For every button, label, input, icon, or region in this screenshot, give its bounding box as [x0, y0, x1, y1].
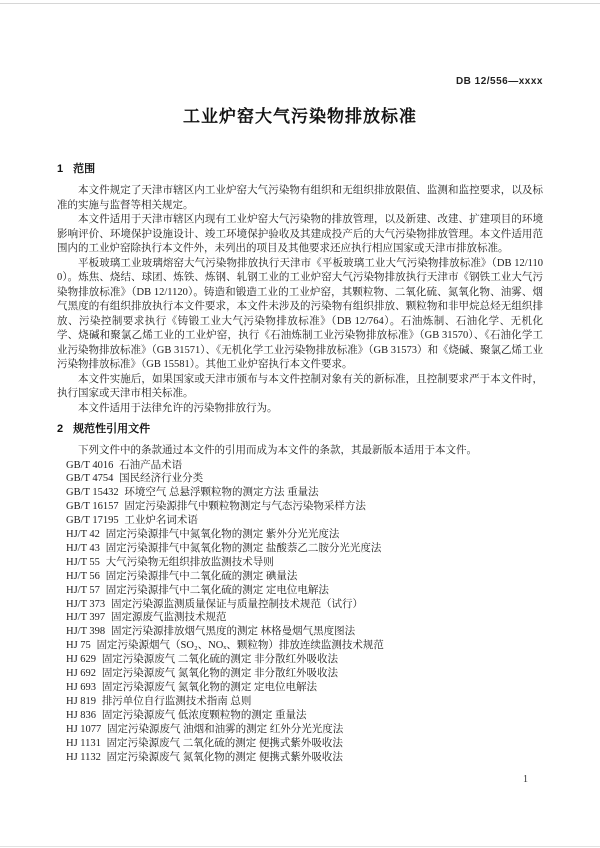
section-2-title: 规范性引用文件 [73, 423, 151, 435]
reference-code: GB/T 17195 [66, 515, 119, 527]
page-top-edge-line [0, 3, 600, 4]
reference-item [57, 723, 543, 737]
reference-code: HJ 692 [66, 668, 97, 680]
paragraph: 平板玻璃工业玻璃熔窑大气污染物排放执行天津市《平板玻璃工业大气污染物排放标准》（DB 12/1100）。炼焦、烧结、球团、炼铁、炼钢、轧钢工业的工业炉窑大气污染物排放执行天津市《钢铁工业大气污染物排放标准》（DB 12/1120）。铸造和锻造工业的工业炉窑，其颗粒物、二氧化硫、氮氧化物、油雾、烟气黑度的有组织排放执行本文件要求，本文件未涉及的污染物有组织排放、颗粒物和非甲烷总烃无组织排放、污染控制要求执行《铸锻工业大气污染物排放标准》（DB 12/764）。石油炼制、石油化学、无机化学、烧碱和聚氯乙烯工业的工业炉窑，执行《石油炼制工业污染物排放标准》（GB 31570）、《石油化学工业污染物排放标准》（GB 31571）、《无机化学工业污染物排放标准》（GB 31573）和《烧碱、聚氯乙烯工业污染物排放标准》（GB 15581）。其他工业炉窑执行本文件要求。 [57, 257, 543, 370]
references-intro: 下列文件中的条款通过本文件的引用而成为本文件的条款，其最新版本适用于本文件。 [78, 445, 477, 456]
reference-title: 固定污染源废气 氮氧化物的测定 非分散红外吸收法 [101, 668, 339, 680]
reference-item [57, 737, 543, 751]
reference-title: 排污单位自行监测技术指南 总则 [101, 695, 252, 707]
reference-item [57, 570, 543, 584]
page-number: 1 [523, 774, 528, 785]
reference-code: HJ/T 56 [66, 570, 100, 582]
reference-item [57, 500, 543, 514]
reference-code: GB/T 16157 [66, 501, 119, 513]
reference-item [57, 472, 543, 486]
reference-item [57, 667, 543, 681]
reference-code: HJ/T 42 [66, 529, 100, 541]
reference-code: HJ/T 43 [66, 542, 100, 554]
references-list [57, 459, 543, 765]
reference-item [57, 681, 543, 695]
reference-title: 固定污染源废气 低浓度颗粒物的测定 重量法 [101, 709, 307, 721]
reference-title: 大气污染物无组织排放监测技术导则 [105, 556, 274, 568]
reference-item [57, 556, 543, 570]
reference-item [57, 486, 543, 500]
reference-title: 固定污染源废气 氮氧化物的测定 便携式紫外吸收法 [106, 751, 343, 763]
reference-item [57, 584, 543, 598]
section-1-number: 1 [57, 163, 64, 175]
paragraph: 本文件适用于法律允许的污染物排放行为。 [78, 402, 278, 414]
reference-code: HJ 75 [66, 640, 91, 652]
reference-title: 固定污染源废气 二氧化硫的测定 便携式紫外吸收法 [106, 737, 343, 749]
reference-item [57, 695, 543, 709]
paragraph: 本文件实施后，如果国家或天津市颁布与本文件控制对象有关的新标准，且控制要求严于本文件时，执行国家或天津市相关标准。 [57, 373, 543, 399]
reference-title: 固定污染源废气 氮氧化物的测定 定电位电解法 [101, 682, 318, 693]
paragraph: 本文件规定了天津市辖区内工业炉窑大气污染物有组织和无组织排放限值、监测和监控要求，以及标准的实施与监督等相关规定。 [57, 185, 543, 211]
page-bottom-edge-line [0, 846, 600, 847]
reference-item [57, 514, 543, 528]
reference-code: HJ/T 57 [66, 584, 100, 596]
section-1-heading [57, 162, 543, 177]
reference-title: 固定污染源排气中二氧化硫的测定 定电位电解法 [105, 584, 329, 596]
reference-code: GB/T 15432 [66, 487, 119, 499]
reference-item [57, 459, 543, 473]
reference-code: HJ 836 [66, 709, 97, 721]
reference-code: HJ/T 397 [66, 612, 106, 624]
reference-title: 国民经济行业分类 [119, 473, 204, 485]
reference-code: GB/T 4016 [66, 459, 114, 471]
reference-code: HJ 1132 [66, 751, 101, 763]
doc-number: DB 12/556—xxxx [455, 76, 543, 87]
reference-code: HJ 1077 [66, 723, 102, 735]
reference-item [57, 625, 543, 639]
reference-code: HJ 1131 [66, 737, 101, 749]
section-1-body [57, 184, 543, 416]
reference-title: 固定污染源废气 二氧化硫的测定 非分散红外吸收法 [101, 654, 339, 666]
reference-title: 石油产品术语 [119, 459, 183, 471]
reference-title: 固定污染源排气中氮氧化物的测定 盐酸萘乙二胺分光光度法 [105, 542, 382, 554]
section-2-number: 2 [57, 423, 64, 435]
reference-title: 固定污染源排放烟气黑度的测定 林格曼烟气黑度图法 [110, 626, 356, 638]
reference-code: HJ 693 [66, 682, 97, 693]
reference-item [57, 528, 543, 542]
paragraph: 本文件适用于天津市辖区内现有工业炉窑大气污染物的排放管理，以及新建、改建、扩建项目的环境影响评价、环境保护设施设计、竣工环境保护验收及其建成投产后的大气污染物排放管理。本文件适用范围内的工业炉窑除执行本文件外，未列出的项目及其他要求还应执行相应国家或天津市排放标准。 [57, 214, 543, 254]
reference-title: 工业炉名词术语 [124, 515, 198, 527]
reference-code: GB/T 4754 [66, 473, 114, 485]
reference-item [57, 709, 543, 723]
page-title: 工业炉窑大气污染物排放标准 [183, 107, 417, 126]
reference-code: HJ/T 398 [66, 626, 106, 638]
reference-title: 固定源废气监测技术规范 [110, 612, 227, 624]
reference-code: HJ 819 [66, 695, 97, 707]
reference-item [57, 598, 543, 612]
reference-item [57, 639, 543, 653]
reference-code: HJ/T 373 [66, 598, 106, 610]
reference-item [57, 653, 543, 667]
reference-item [57, 611, 543, 625]
reference-code: HJ 629 [66, 654, 97, 666]
reference-title: 固定污染源排气中二氧化硫的测定 碘量法 [105, 570, 298, 582]
section-2-heading [57, 422, 543, 437]
reference-item [57, 542, 543, 556]
reference-title: 固定污染源烟气（SO₂、NOₓ、颗粒物）排放连续监测技术规范 [96, 640, 384, 652]
reference-item [57, 751, 543, 765]
section-1-title: 范围 [73, 163, 96, 175]
reference-title: 固定污染源排气中颗粒物测定与气态污染物采样方法 [124, 501, 366, 513]
reference-title: 固定污染源废气 油烟和油雾的测定 红外分光光度法 [107, 723, 344, 735]
reference-title: 固定污染源排气中氮氧化物的测定 紫外分光光度法 [105, 529, 340, 541]
reference-title: 固定污染源监测质量保证与质量控制技术规范（试行） [110, 598, 363, 610]
reference-code: HJ/T 55 [66, 556, 100, 568]
reference-title: 环境空气 总悬浮颗粒物的测定方法 重量法 [124, 487, 319, 499]
